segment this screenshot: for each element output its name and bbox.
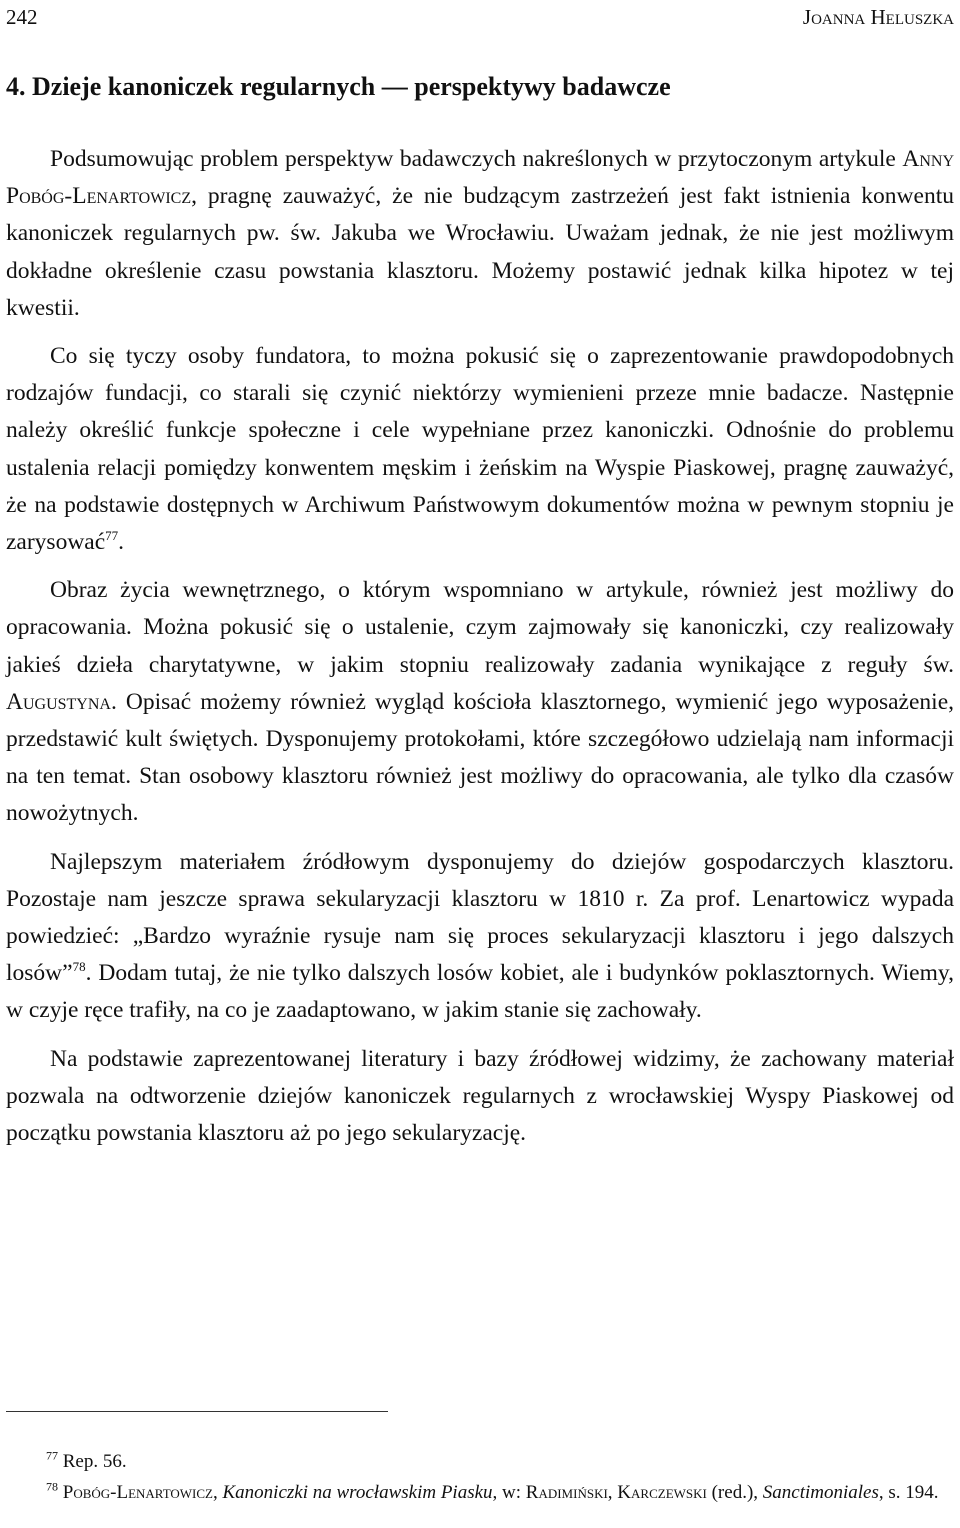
footnote-volume: Sanctimoniales xyxy=(762,1482,879,1503)
text-run: . Dodam tutaj, że nie tylko dalszych losów kobiet, ale i budynków poklasztornych. Wiemy, w czyje ręce trafiły, na co je zaadaptowano, w jakim stanie się zachowały. xyxy=(6,960,954,1024)
text-run: Co się tyczy osoby fundatora, to można pokusić się o zaprezentowanie prawdopodobnych rodzajów fundacji, co starali się czynić niektórzy wymienieni przeze mnie badacze. Następnie należy określić funkcje społeczne i cele wypełniane przez kanoniczki. Odnośnie do problemu ustalenia relacji pomiędzy konwentem męskim i żeńskim na Wyspie Piaskowej, pragnę zauważyć, że na podstawie dostępnych w Archiwum Państwowym dokumentów można w pewnym stopniu je zarysować xyxy=(6,343,954,556)
text-run: Podsumowując problem perspektyw badawczych nakreślonych w przytoczonym artykule xyxy=(50,146,903,172)
footnote-78 xyxy=(6,1477,954,1508)
text-run: Obraz życia wewnętrznego, o którym wspomniano w artykule, również jest możliwy do opracowania. Można pokusić się o ustalenie, czym zajmowały się kanoniczki, czy realizowały jakieś dzieła charytatywne, w jakim stopniu realizowały zadania wynikające z reguły św. xyxy=(6,577,954,678)
text-run: , pragnę zauważyć, że nie budzącym zastrzeżeń jest fakt istnienia konwentu kanoniczek regularnych pw. św. Jakuba we Wrocławiu. Uważam jednak, że nie jest możliwym dokładne określenie czasu powstania klasztoru. Możemy postawić jednak kilka hipotez w tej kwestii. xyxy=(6,183,954,321)
footnote-title: Kanoniczki na wrocławskim Piasku xyxy=(222,1482,493,1503)
page-number: 242 xyxy=(6,5,38,29)
footnote-ref-78[interactable]: 78 xyxy=(72,959,86,975)
footnote-editor: Radimiński xyxy=(525,1482,608,1503)
footnote-text: , xyxy=(607,1482,618,1503)
paragraph-4 xyxy=(6,844,954,1030)
author-name-smallcaps: Augustyna xyxy=(6,688,111,715)
footnote-author: Pobóg-Lenartowicz xyxy=(62,1482,213,1503)
footnote-number: 78 xyxy=(46,1479,58,1494)
footnote-divider xyxy=(6,1411,388,1412)
paragraph-2 xyxy=(6,338,954,561)
footnote-number: 77 xyxy=(46,1448,58,1463)
footnote-text: , s. 194. xyxy=(878,1482,939,1503)
footnotes xyxy=(6,1446,954,1508)
footnote-text: , xyxy=(213,1482,223,1503)
paragraph-5 xyxy=(6,1041,954,1153)
footnote-ref-77[interactable]: 77 xyxy=(105,528,119,544)
paragraph-3 xyxy=(6,572,954,832)
text-run: Na podstawie zaprezentowanej literatury i bazy źródłowej widzimy, że zachowany materiał pozwala na odtworzenie dziejów kanoniczek regularnych z wrocławskiej Wyspy Piaskowej od początku powstania klasztoru aż po jego sekularyzację. xyxy=(6,1045,954,1147)
text-run: Najlepszym materiałem źródłowym dysponujemy do dziejów gospodarczych klasztoru. Pozostaje nam jeszcze sprawa sekularyzacji klasztoru w 1810 r. Za prof. Lenartowicz wypada powiedzieć: „Bardzo wyraźnie rysuje nam się proces sekularyzacji klasztoru i jego dalszych losów” xyxy=(6,848,954,987)
page-header xyxy=(6,2,954,32)
section-heading: 4. Dzieje kanoniczek regularnych — perspektywy badawcze xyxy=(6,72,671,101)
text-run: . Opisać możemy również wygląd kościoła klasztornego, wymienić jego wyposażenie, przedstawić kult świętych. Dysponujemy protokołami, które szczegółowo udzielają nam informacji na ten temat. Stan osobowy klasztoru również jest możliwy do opracowania, ale tylko dla czasów nowożytnych. xyxy=(6,688,954,827)
text-run: . xyxy=(118,529,125,556)
footnote-text: , w: xyxy=(492,1482,526,1503)
footnote-text: Rep. 56. xyxy=(58,1451,127,1472)
author-name-smallcaps: Anny Pobóg-Lenartowicz xyxy=(6,146,954,210)
running-head-author: Joanna Heluszka xyxy=(802,5,954,29)
footnote-editor: Karczewski xyxy=(617,1482,707,1503)
paragraph-1 xyxy=(6,141,954,327)
footnote-text: (red.), xyxy=(706,1482,763,1503)
footnote-77 xyxy=(6,1446,954,1477)
body-text xyxy=(6,141,954,1163)
